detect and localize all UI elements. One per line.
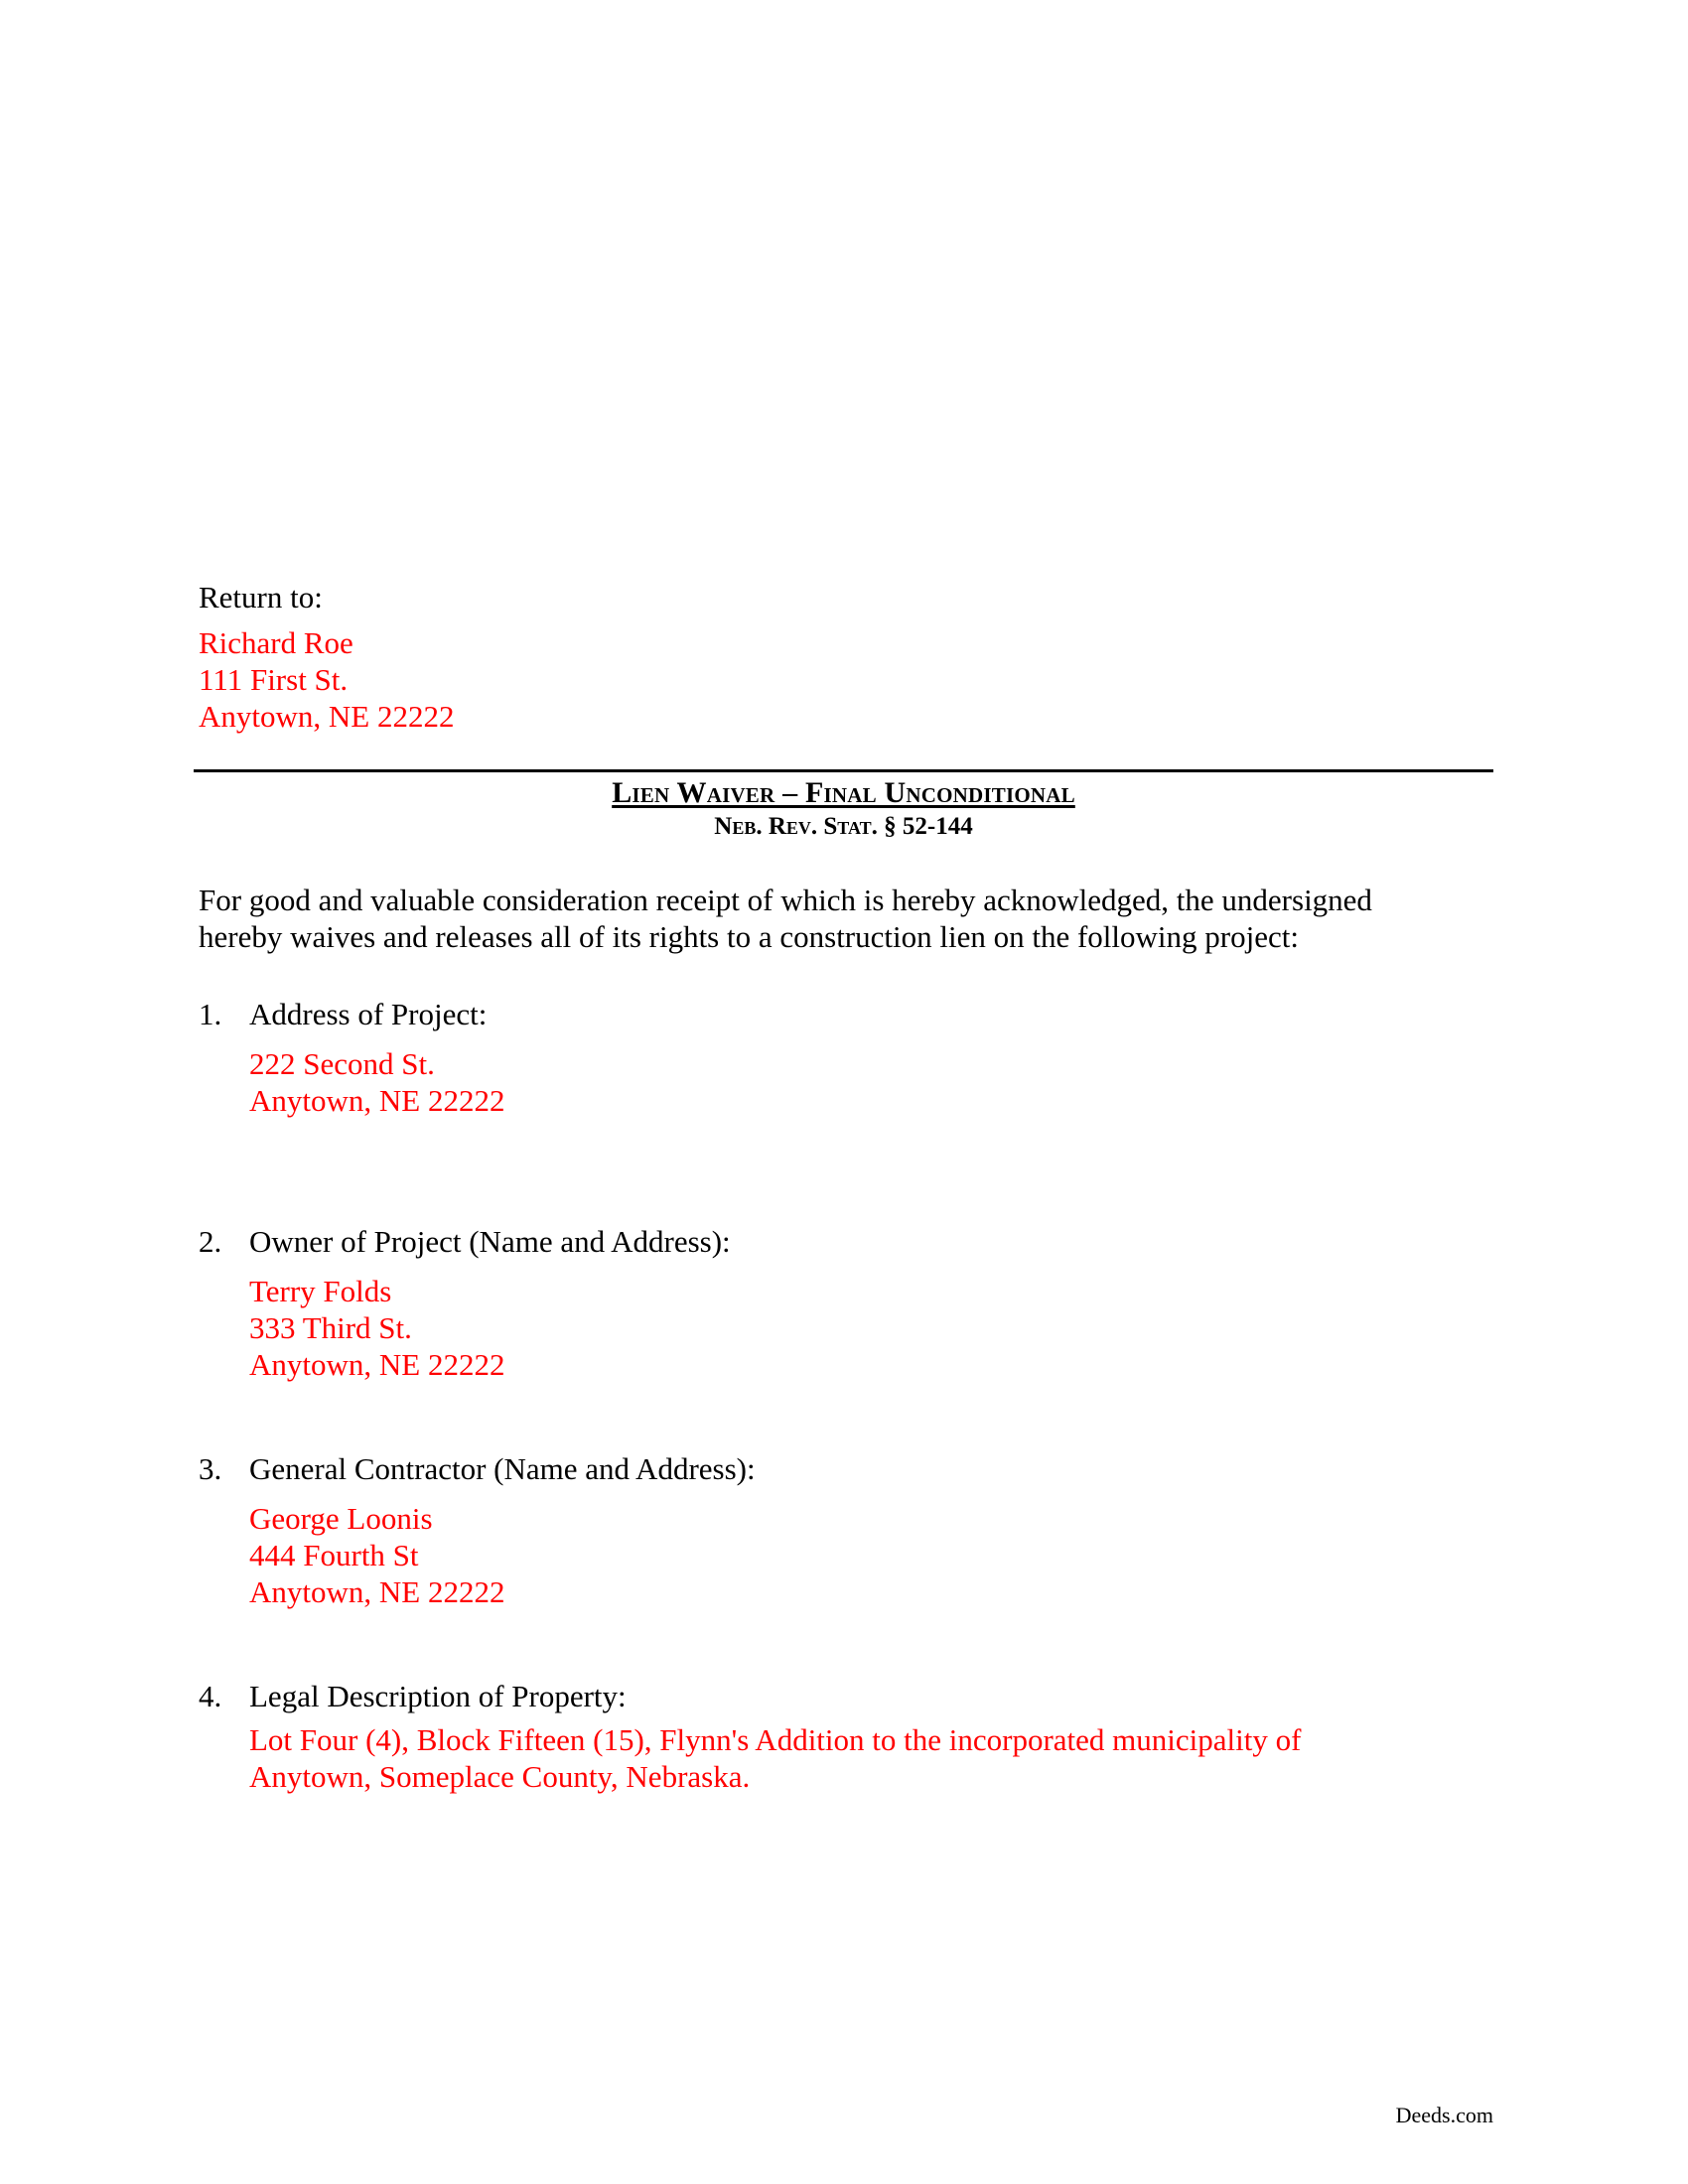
item-address-of-project: [199, 996, 504, 1119]
return-to-street: 111 First St.: [199, 662, 349, 697]
intro-line-1: For good and valuable consideration receipt of which is hereby acknowledged, the undersigned: [199, 883, 1372, 917]
item-number: 4.: [199, 1679, 222, 1713]
item-owner-of-project: [199, 1223, 731, 1383]
intro-paragraph: [199, 882, 1372, 955]
document-title: Lien Waiver – Final Unconditional: [612, 776, 1075, 809]
return-to-name: Richard Roe: [199, 625, 353, 660]
contractor-street: 444 Fourth St: [249, 1538, 419, 1572]
project-street: 222 Second St.: [249, 1046, 435, 1081]
item-general-contractor: [199, 1450, 756, 1610]
owner-street: 333 Third St.: [249, 1310, 412, 1345]
owner-name: Terry Folds: [249, 1274, 392, 1308]
intro-line-2: hereby waives and releases all of its rights to a construction lien on the following project:: [199, 919, 1299, 954]
contractor-city: Anytown, NE 22222: [249, 1574, 505, 1609]
item-label: Legal Description of Property:: [249, 1679, 627, 1713]
statute-reference: Neb. Rev. Stat. § 52-144: [714, 813, 973, 840]
project-city: Anytown, NE 22222: [249, 1083, 505, 1118]
return-to-block: [199, 579, 454, 735]
item-label: General Contractor (Name and Address):: [249, 1451, 756, 1486]
item-number: 3.: [199, 1451, 222, 1486]
item-number: 1.: [199, 997, 222, 1031]
legal-description-line-1: Lot Four (4), Block Fifteen (15), Flynn's Addition to the incorporated municipality of: [249, 1722, 1302, 1757]
legal-description-line-2: Anytown, Someplace County, Nebraska.: [249, 1759, 751, 1794]
item-number: 2.: [199, 1224, 222, 1259]
footer-brand: Deeds.com: [1395, 2103, 1493, 2127]
item-label: Owner of Project (Name and Address):: [249, 1224, 731, 1259]
contractor-name: George Loonis: [249, 1501, 433, 1536]
item-label: Address of Project:: [249, 997, 488, 1031]
item-legal-description: [199, 1678, 1301, 1795]
header-divider: [194, 769, 1493, 772]
document-heading: [194, 775, 1493, 843]
return-to-label: Return to:: [199, 580, 323, 614]
return-to-city: Anytown, NE 22222: [199, 699, 455, 734]
owner-city: Anytown, NE 22222: [249, 1347, 505, 1382]
